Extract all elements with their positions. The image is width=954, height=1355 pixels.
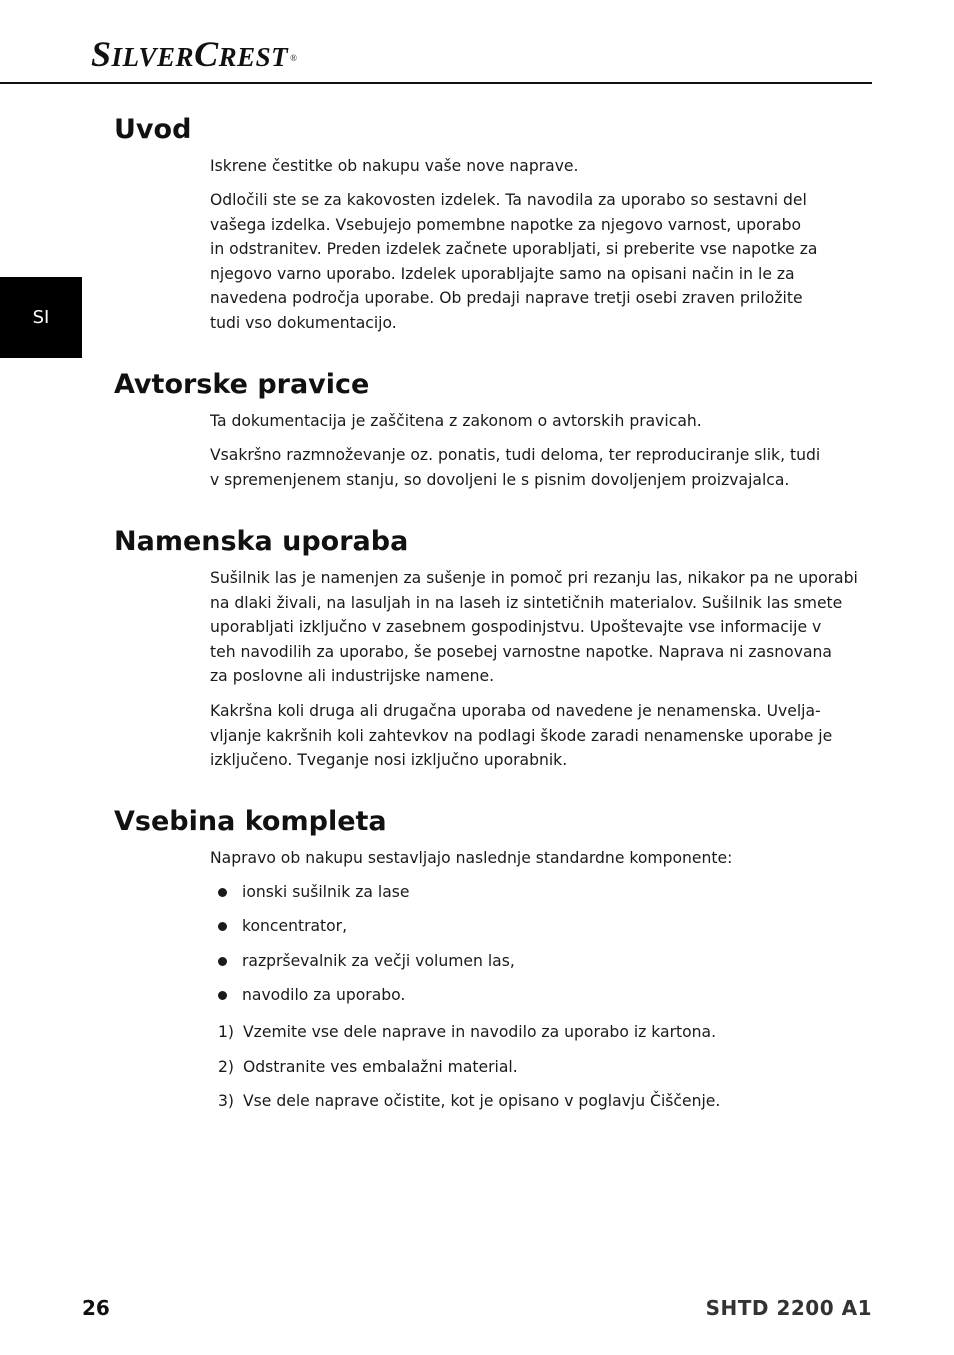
list-item <box>218 880 410 904</box>
intended-use-paragraph-2: Kakršna koli druga ali drugačna uporaba od navedene je nenamenska. Uvelja- vljanje kakršnih koli zahtevkov na podlagi škode zaradi nenamenske uporabe je izključeno. Tveganje nosi izključno uporabnik. <box>210 702 833 770</box>
brand-logo <box>91 34 297 77</box>
intro-paragraph-1: Iskrene čestitke ob nakupu vaše nove naprave. <box>210 157 579 175</box>
intro-paragraph-2: Odločili ste se za kakovosten izdelek. Ta navodila za uporabo so sestavni del vašega izdelka. Vsebujejo pomembne napotke za njegovo varnost, uporabo in odstranitev. Preden izdelek začnete uporabljati, si preberite vse napotke za njegovo varno uporabo. Izdelek uporabljajte samo na opisani način in le za navedena področja uporabe. Ob predaji naprave tretji osebi zraven priložite tudi vso dokumentacijo. <box>210 191 818 332</box>
step-text: Vzemite vse dele naprave in navodilo za uporabo iz kartona. <box>243 1023 717 1041</box>
intended-use-paragraph-1: Sušilnik las je namenjen za sušenje in pomoč pri rezanju las, nikakor pa ne uporabi na dlaki živali, na lasuljah in na laseh iz sintetičnih materialov. Sušilnik las smete uporabljati izključno v zasebnem gospodinjstvu. Upoštevajte vse informacije v teh navodilih za uporabo, še posebej varnostne napotke. Naprava ni zasnovana za poslovne ali industrijske namene. <box>210 569 858 686</box>
bullet-icon <box>218 888 227 897</box>
step-text: Odstranite ves embalažni material. <box>243 1058 518 1076</box>
list-item <box>218 983 405 1007</box>
language-code: SI <box>32 307 50 328</box>
copyright-paragraph-2: Vsakršno razmnoževanje oz. ponatis, tudi deloma, ter reproduciranje slik, tudi v spremenjenem stanju, so dovoljeni le s pisnim dovoljenjem proizvajalca. <box>210 446 821 489</box>
section-title-intended-use: Namenska uporaba <box>114 526 409 557</box>
step-item <box>218 1089 720 1113</box>
language-tab <box>0 277 82 358</box>
step-number: 2) <box>218 1058 235 1076</box>
logo-text-ilver: ILVER <box>111 42 195 72</box>
page-number: 26 <box>82 1296 110 1320</box>
package-contents-intro: Napravo ob nakupu sestavljajo naslednje standardne komponente: <box>210 849 733 867</box>
step-item <box>218 1055 518 1079</box>
list-item-text: koncentrator, <box>242 917 348 935</box>
step-number: 1) <box>218 1023 235 1041</box>
list-item-text: navodilo za uporabo. <box>242 986 406 1004</box>
step-item <box>218 1020 716 1044</box>
logo-letter-s: S <box>91 34 112 74</box>
list-item <box>218 914 347 938</box>
step-number: 3) <box>218 1092 235 1110</box>
bullet-icon <box>218 922 227 931</box>
bullet-icon <box>218 957 227 966</box>
section-title-package-contents: Vsebina kompleta <box>114 806 387 837</box>
logo-text-rest: REST <box>218 42 289 72</box>
list-item-text: razprševalnik za večji volumen las, <box>242 952 515 970</box>
header-divider <box>0 82 872 84</box>
registered-mark: ® <box>290 53 298 63</box>
model-number: SHTD 2200 A1 <box>705 1296 872 1320</box>
logo-letter-c: C <box>194 34 219 74</box>
step-text: Vse dele naprave očistite, kot je opisano v poglavju Čiščenje. <box>243 1092 721 1110</box>
bullet-icon <box>218 991 227 1000</box>
list-item-text: ionski sušilnik za lase <box>242 883 410 901</box>
copyright-paragraph-1: Ta dokumentacija je zaščitena z zakonom o avtorskih pravicah. <box>210 412 702 430</box>
list-item <box>218 949 515 973</box>
section-title-copyright: Avtorske pravice <box>114 369 370 400</box>
section-title-intro: Uvod <box>114 114 192 145</box>
